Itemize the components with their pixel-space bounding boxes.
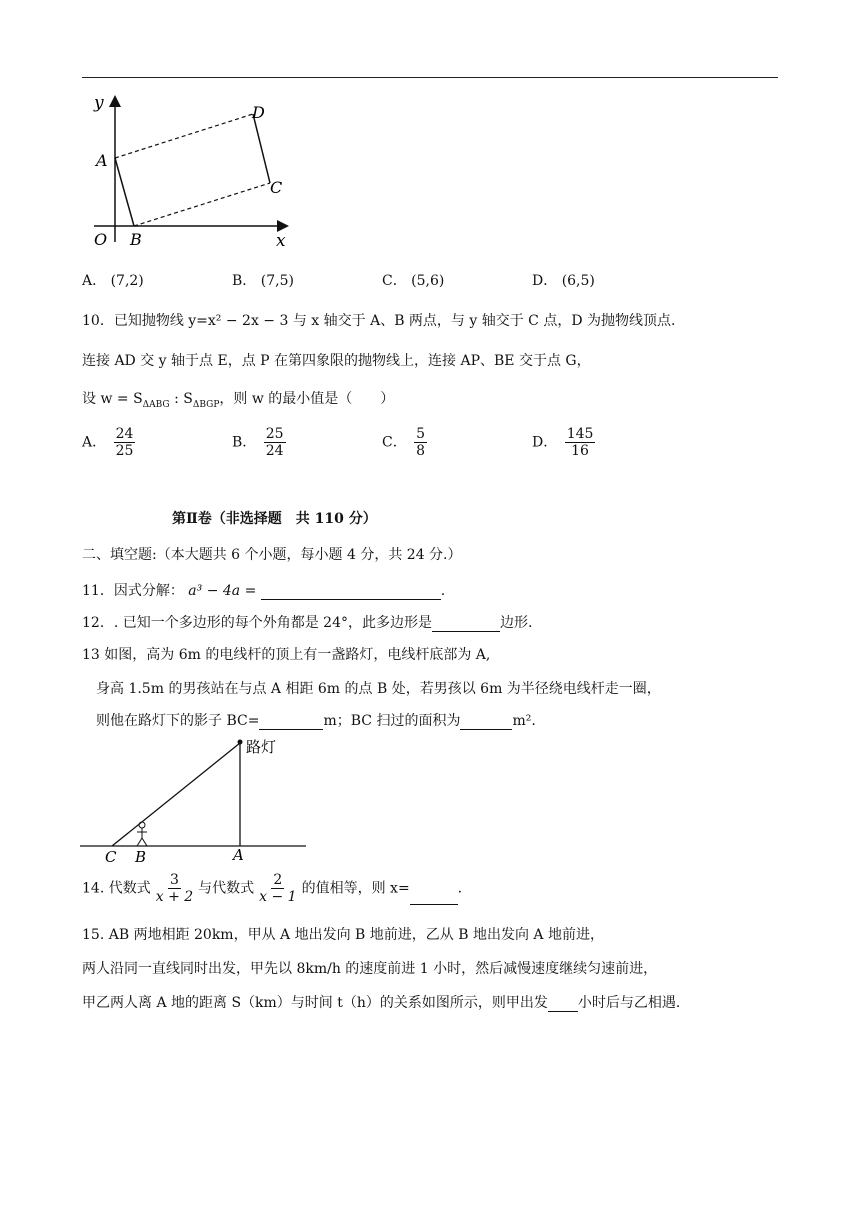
q13-prefix: 则他在路灯下的影子 BC= (96, 713, 260, 729)
option-value: (6,5) (561, 273, 595, 289)
q14-suffix: . (457, 880, 463, 897)
q9-coordinate-figure (86, 92, 296, 252)
label-O: O (94, 230, 108, 249)
q14-line (82, 872, 462, 905)
q13-mid: m；BC 扫过的面积为 (323, 713, 461, 729)
option-letter: B． (232, 434, 257, 451)
q10-line3 (82, 388, 394, 410)
label-B: B (130, 230, 142, 249)
q12-suffix: 边形. (499, 615, 533, 631)
denominator: x − 1 (259, 889, 297, 906)
q10-colon: : S (169, 391, 193, 407)
q15-answer-blank[interactable] (548, 997, 578, 1012)
lamp-label: 路灯 (246, 738, 277, 756)
q14-fraction-2 (257, 872, 298, 905)
q11-line (82, 580, 445, 600)
segment-AD (115, 114, 253, 158)
q13-blank-area[interactable] (460, 715, 512, 730)
label-C: C (105, 848, 117, 866)
q12-answer-blank[interactable] (432, 617, 500, 632)
q13-line3 (96, 710, 536, 730)
denominator: 16 (571, 443, 589, 460)
q11-expr: a³ − 4a = (188, 583, 257, 599)
q10-sub1: ΔABG (142, 399, 170, 410)
q12-prefix: 12．. 已知一个多边形的每个外角都是 24°，此多边形是 (82, 615, 432, 631)
option-fraction (565, 426, 596, 459)
q15-line2: 两人沿同一直线同时出发，甲先以 8km/h 的速度前进 1 小时，然后减慢速度继续匀速前进， (82, 961, 658, 977)
numerator: 5 (416, 426, 426, 442)
q14-fraction-1 (154, 872, 195, 905)
q9-option-a[interactable] (82, 270, 144, 290)
segment-DC (253, 114, 270, 183)
segment-AB (115, 158, 134, 226)
q14-mid: 与代数式 (198, 880, 255, 897)
numerator: 25 (265, 426, 284, 442)
q14-prefix: 14. 代数式 (82, 880, 151, 897)
q15-line3 (82, 992, 680, 1012)
q15-prefix: 甲乙两人离 A 地的距离 S（km）与时间 t（h）的关系如图所示，则甲出发 (82, 995, 548, 1011)
q13-blank-bc[interactable] (259, 715, 323, 730)
denominator: 8 (416, 443, 426, 460)
q11-suffix: . (440, 583, 446, 599)
q10-w-prefix: 设 w = S (82, 391, 143, 407)
option-fraction (114, 426, 136, 459)
option-letter: A． (82, 434, 107, 451)
q14-after: 的值相等，则 x= (301, 880, 410, 897)
option-letter: B． (232, 273, 257, 289)
q10-option-d[interactable] (532, 426, 598, 459)
q10-line2: 连接 AD 交 y 轴于点 E，点 P 在第四象限的抛物线上，连接 AP、BE 交于点 G， (82, 353, 591, 369)
option-fraction (264, 426, 286, 459)
segment-BC (134, 183, 270, 226)
light-ray (112, 743, 240, 846)
q13-line2: 身高 1.5m 的男孩站在与点 A 相距 6m 的点 B 处，若男孩以 6m 为半径绕电线杆走一圈， (96, 681, 661, 697)
option-letter: A． (82, 273, 107, 289)
denominator: 25 (115, 443, 134, 460)
numerator: 24 (115, 426, 134, 442)
option-letter: C． (382, 273, 407, 289)
label-B: B (135, 848, 147, 866)
section2-subtitle: 二、填空题:（本大题共 6 个小题，每小题 4 分，共 24 分.） (82, 547, 462, 563)
denominator: x + 2 (155, 889, 194, 906)
q9-option-b[interactable] (232, 270, 294, 290)
option-value: (7,5) (260, 273, 294, 289)
option-letter: D． (532, 434, 558, 451)
q10-option-c[interactable] (382, 426, 430, 459)
label-C: C (270, 178, 283, 197)
denominator: 24 (265, 443, 284, 460)
option-letter: D． (532, 273, 558, 289)
q15-suffix: 小时后与乙相遇. (577, 995, 681, 1011)
numerator: 2 (273, 872, 283, 888)
numerator: 145 (566, 426, 594, 442)
q13-lamp-figure (80, 734, 310, 866)
label-A: A (233, 846, 244, 864)
numerator: 3 (169, 872, 179, 888)
label-y: y (94, 93, 104, 113)
q11-answer-blank[interactable] (261, 585, 441, 600)
q10-sub2: ΔBGP (192, 399, 220, 410)
lamp-dot (238, 740, 243, 745)
label-x: x (276, 231, 286, 251)
option-fraction (414, 426, 427, 459)
q13-line1: 13 如图，高为 6m 的电线杆的顶上有一盏路灯，电线杆底部为 A, (82, 647, 491, 663)
q10-option-b[interactable] (232, 426, 289, 459)
label-A: A (96, 151, 108, 170)
q9-option-c[interactable] (382, 270, 444, 290)
q12-line (82, 612, 532, 632)
boy-icon (137, 822, 147, 846)
q11-prefix: 11．因式分解： (82, 583, 184, 599)
header-rule (82, 77, 778, 78)
option-letter: C． (382, 434, 407, 451)
q10-line1: 10．已知抛物线 y=x² − 2x − 3 与 x 轴交于 A、B 两点，与 y 轴交于 C 点，D 为抛物线顶点. (82, 313, 676, 329)
section2-title: 第Ⅱ卷（非选择题 共 110 分） (172, 511, 377, 527)
option-value: (5,6) (411, 273, 445, 289)
q15-line1: 15. AB 两地相距 20km，甲从 A 地出发向 B 地前进，乙从 B 地出发向 A 地前进， (82, 927, 604, 943)
label-D: D (252, 103, 265, 122)
q13-suffix: m². (512, 713, 536, 729)
option-value: (7,2) (110, 273, 144, 289)
q10-option-a[interactable] (82, 426, 138, 459)
q9-option-d[interactable] (532, 270, 595, 290)
q10-w-suffix: ，则 w 的最小值是（ ） (219, 391, 395, 407)
q14-answer-blank[interactable] (410, 890, 458, 905)
